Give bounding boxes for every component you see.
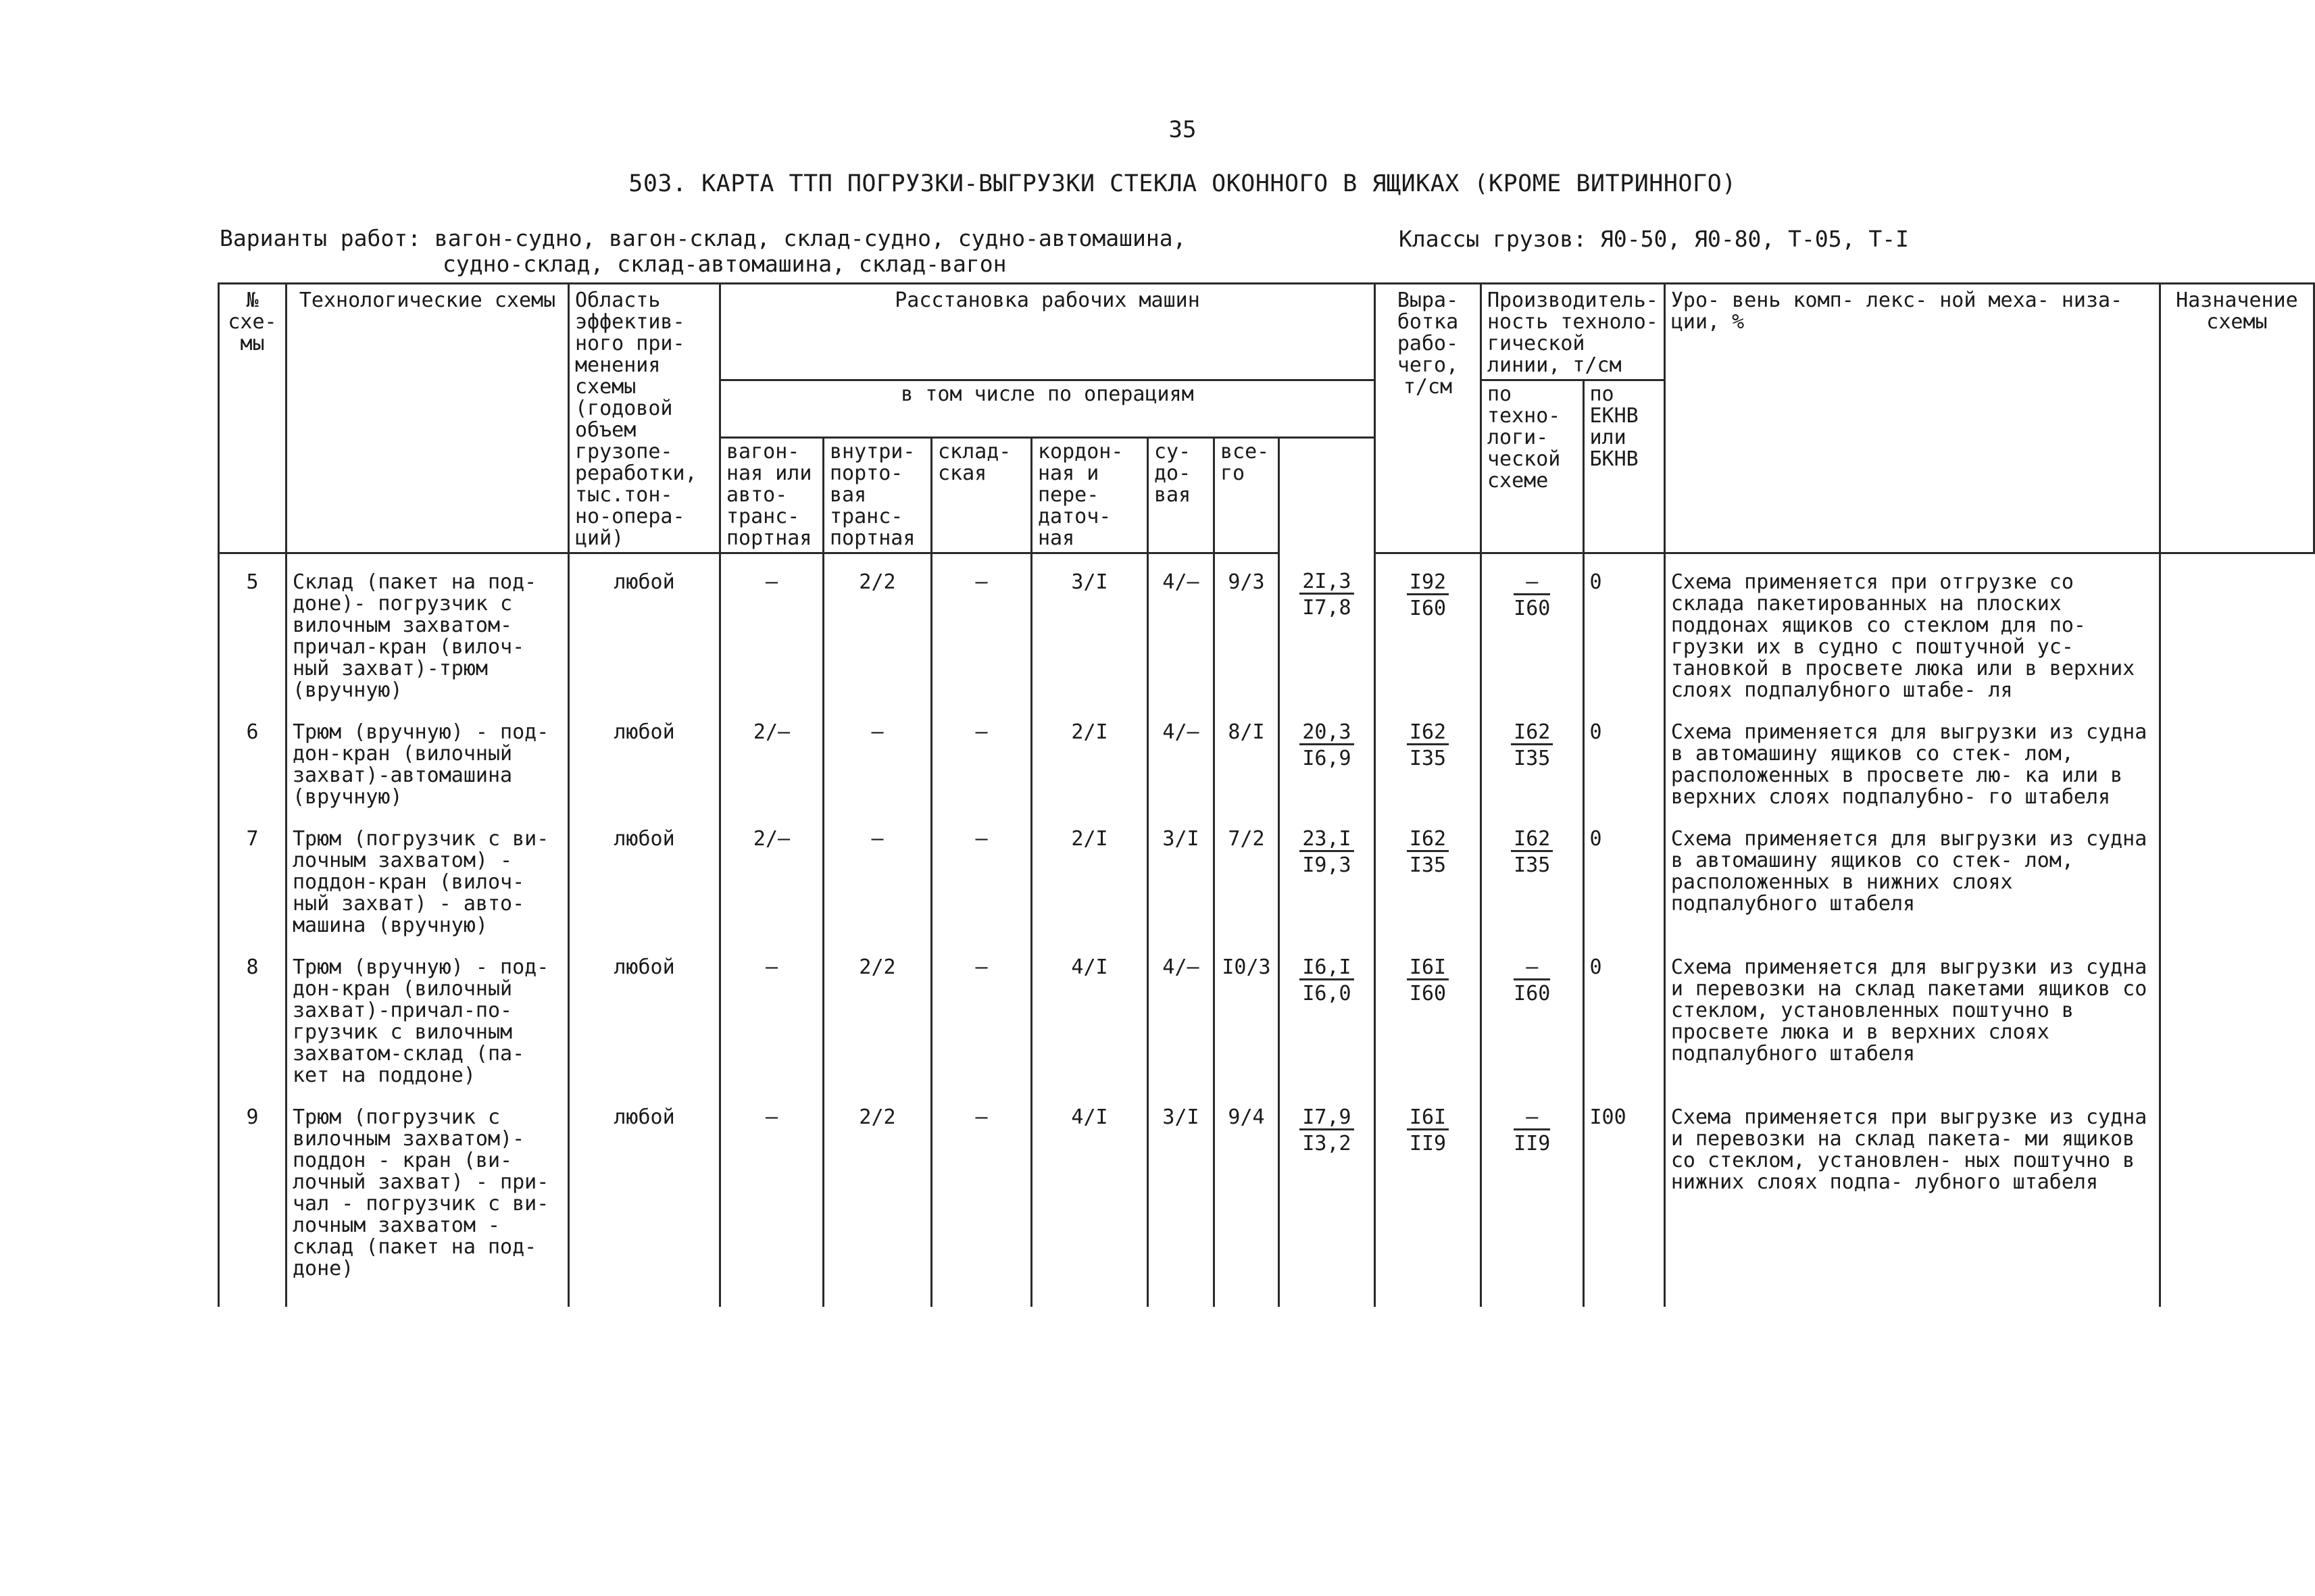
row-scheme: Трюм (погрузчик с вилочным захватом)- поддон - кран (ви- лочный захват) - при- чал - погрузчик с ви- лочным захватом - склад (пакет на под- доне) <box>287 1089 569 1307</box>
output-bottom: I3,2 <box>1302 1132 1351 1155</box>
row-area: любой <box>569 704 720 811</box>
row-purpose: Схема применяется для выгрузки из судна в автомашину ящиков со стек- лом, расположенных в просвете лю- ка или в верхних слоях подпалубно- го штабеля <box>1664 704 2160 811</box>
row-scheme: Трюм (погрузчик с ви- лочным захватом) - поддон-кран (вилоч- ный захват) - авто- машина (вручную) <box>287 811 569 939</box>
row-intraport: – <box>824 704 932 811</box>
prod-ekhnv-top: I62 <box>1511 722 1553 745</box>
header-by-operation: в том числе по операциям <box>720 380 1375 438</box>
row-ship: 4/– <box>1148 939 1214 1089</box>
row-scheme: Трюм (вручную) - под- дон-кран (вилочный захват)-автомашина (вручную) <box>287 704 569 811</box>
header-total: все- го <box>1214 438 1279 553</box>
prod-ekhnv-top: I62 <box>1511 828 1553 852</box>
row-scheme: Склад (пакет на под- доне)- погрузчик с вилочным захватом- причал-кран (вилоч- ный захват)-трюм (вручную) <box>287 553 569 705</box>
row-area: любой <box>569 811 720 939</box>
prod-ekhnv-top: – <box>1514 572 1550 595</box>
row-warehouse: – <box>932 704 1032 811</box>
header-output: Выра- ботка рабо- чего, т/см <box>1375 284 1481 553</box>
row-ship: 3/I <box>1148 1089 1214 1307</box>
variants-line-2: судно-склад, склад-автомашина, склад-вагон <box>443 251 1007 277</box>
row-prod-ekhnv <box>1481 553 1584 705</box>
header-by-scheme: по техно- логи- ческой схеме <box>1481 380 1584 553</box>
row-cordon: 3/I <box>1032 553 1148 705</box>
row-num: 7 <box>219 811 287 939</box>
page-number: 35 <box>1168 116 1197 143</box>
row-intraport: 2/2 <box>824 939 932 1089</box>
row-purpose: Схема применяется при выгрузке из судна и перевозки на склад пакета- ми ящиков со стеклом, установлен- ных поштучно в нижних слоях подпа- лубного штабеля <box>1664 1089 2160 1307</box>
prod-ekhnv-bottom: I35 <box>1514 747 1551 770</box>
output-bottom: I7,8 <box>1302 595 1351 620</box>
prod-scheme-top: I6I <box>1407 1107 1449 1130</box>
row-intraport: 2/2 <box>824 553 932 705</box>
page-title: 503. КАРТА ТТП ПОГРУЗКИ-ВЫГРУЗКИ СТЕКЛА ОКОННОГО В ЯЩИКАХ (КРОМЕ ВИТРИННОГО) <box>628 170 1737 197</box>
row-mechanization: I00 <box>1583 1089 1664 1307</box>
row-warehouse: – <box>932 1089 1032 1307</box>
row-output <box>1279 553 1375 705</box>
row-prod-ekhnv <box>1481 1089 1584 1307</box>
header-num: № схе- мы <box>219 284 287 553</box>
row-prod-ekhnv <box>1481 811 1584 939</box>
table-row <box>219 553 2314 705</box>
header-scheme: Технологические схемы <box>287 284 569 553</box>
row-wagon: 2/– <box>720 811 824 939</box>
row-intraport: – <box>824 811 932 939</box>
output-top: 23,I <box>1299 828 1353 852</box>
row-output <box>1279 1089 1375 1307</box>
header-warehouse: склад- ская <box>932 438 1032 553</box>
row-wagon: 2/– <box>720 704 824 811</box>
row-warehouse: – <box>932 939 1032 1089</box>
header-wagon: вагон- ная или авто- транс- портная <box>720 438 824 553</box>
row-num: 5 <box>219 553 287 705</box>
scheme-table <box>218 282 2315 1307</box>
row-warehouse: – <box>932 811 1032 939</box>
row-mechanization: 0 <box>1583 704 1664 811</box>
row-prod-scheme <box>1375 939 1481 1089</box>
row-output <box>1279 704 1375 811</box>
prod-scheme-bottom: I60 <box>1409 597 1447 620</box>
header-mechanization: Уро- вень комп- лекс- ной меха- низа- ции, % <box>1664 284 2160 553</box>
output-top: I7,9 <box>1299 1107 1353 1130</box>
output-top: 2I,3 <box>1299 571 1353 595</box>
row-mechanization: 0 <box>1583 811 1664 939</box>
row-total: 8/I <box>1214 704 1279 811</box>
prod-ekhnv-top: – <box>1514 957 1550 980</box>
row-ship: 3/I <box>1148 811 1214 939</box>
prod-ekhnv-bottom: I35 <box>1514 853 1551 877</box>
row-total: 9/4 <box>1214 1089 1279 1307</box>
row-prod-ekhnv <box>1481 704 1584 811</box>
row-warehouse: – <box>932 553 1032 705</box>
row-wagon: – <box>720 553 824 705</box>
prod-scheme-top: I62 <box>1407 722 1449 745</box>
row-ship: 4/– <box>1148 553 1214 705</box>
table-row <box>219 811 2314 939</box>
prod-scheme-top: I6I <box>1407 957 1449 980</box>
prod-scheme-bottom: I60 <box>1409 982 1447 1005</box>
row-cordon: 2/I <box>1032 811 1148 939</box>
cargo-classes: Классы грузов: Я0-50, Я0-80, Т-05, Т-I <box>1399 226 1909 252</box>
row-cordon: 2/I <box>1032 704 1148 811</box>
prod-scheme-bottom: I35 <box>1409 747 1447 770</box>
prod-scheme-bottom: II9 <box>1409 1132 1447 1155</box>
row-num: 9 <box>219 1089 287 1307</box>
prod-scheme-top: I92 <box>1407 572 1449 595</box>
work-variants <box>220 226 1186 277</box>
header-productivity: Производитель- ность техноло- гической линии, т/см <box>1481 284 1665 380</box>
row-area: любой <box>569 553 720 705</box>
prod-ekhnv-bottom: I60 <box>1514 597 1551 620</box>
row-wagon: – <box>720 1089 824 1307</box>
row-purpose: Схема применяется для выгрузки из судна и перевозки на склад пакетами ящиков со стеклом, установленных поштучно в просвете люка и в верхних слоях подпалубного штабеля <box>1664 939 2160 1089</box>
table-row <box>219 1089 2314 1307</box>
output-top: I6,I <box>1299 957 1353 980</box>
row-purpose: Схема применяется для выгрузки из судна в автомашину ящиков со стек- лом, расположенных в нижних слоях подпалубного штабеля <box>1664 811 2160 939</box>
prod-ekhnv-bottom: II9 <box>1514 1132 1551 1155</box>
prod-ekhnv-bottom: I60 <box>1514 982 1551 1005</box>
header-cordon: кордон- ная и пере- даточ- ная <box>1032 438 1148 553</box>
row-mechanization: 0 <box>1583 939 1664 1089</box>
row-total: 7/2 <box>1214 811 1279 939</box>
row-prod-ekhnv <box>1481 939 1584 1089</box>
row-purpose: Схема применяется при отгрузке со склада пакетированных на плоских поддонах ящиков со стеклом для по- грузки их в судно с поштучной ус- тановкой в просвете люка или в верхних слоях подпалубного штабе- ля <box>1664 553 2160 705</box>
row-cordon: 4/I <box>1032 1089 1148 1307</box>
output-bottom: I6,0 <box>1302 982 1351 1005</box>
prod-scheme-bottom: I35 <box>1409 853 1447 877</box>
header-purpose: Назначение схемы <box>2160 284 2314 553</box>
prod-scheme-top: I62 <box>1407 828 1449 852</box>
header-placement: Расстановка рабочих машин <box>720 284 1375 380</box>
header-by-ekhnv: по ЕКНВ или БКНВ <box>1583 380 1664 553</box>
row-area: любой <box>569 939 720 1089</box>
row-intraport: 2/2 <box>824 1089 932 1307</box>
row-prod-scheme <box>1375 811 1481 939</box>
variants-line-1: вагон-судно, вагон-склад, склад-судно, судно-автомашина, <box>434 225 1187 251</box>
header-area: Область эффектив- ного при- менения схемы (годовой объем грузопе- реработки, тыс.тон- но-опера- ций) <box>569 284 720 553</box>
row-output <box>1279 811 1375 939</box>
row-prod-scheme <box>1375 704 1481 811</box>
header-intraport: внутри- порто- вая транс- портная <box>824 438 932 553</box>
output-bottom: I6,9 <box>1302 747 1351 770</box>
table-row <box>219 704 2314 811</box>
row-ship: 4/– <box>1148 704 1214 811</box>
table-row <box>219 939 2314 1089</box>
row-scheme: Трюм (вручную) - под- дон-кран (вилочный захват)-причал-по- грузчик с вилочным захватом-склад (па- кет на поддоне) <box>287 939 569 1089</box>
row-num: 6 <box>219 704 287 811</box>
output-bottom: I9,3 <box>1302 853 1351 877</box>
header-ship: су- до- вая <box>1148 438 1214 553</box>
row-total: I0/3 <box>1214 939 1279 1089</box>
variants-label: Варианты работ: <box>220 225 422 251</box>
row-wagon: – <box>720 939 824 1089</box>
row-prod-scheme <box>1375 1089 1481 1307</box>
row-total: 9/3 <box>1214 553 1279 705</box>
row-mechanization: 0 <box>1583 553 1664 705</box>
row-area: любой <box>569 1089 720 1307</box>
row-output <box>1279 939 1375 1089</box>
row-cordon: 4/I <box>1032 939 1148 1089</box>
row-num: 8 <box>219 939 287 1089</box>
output-top: 20,3 <box>1299 722 1353 745</box>
prod-ekhnv-top: – <box>1514 1107 1550 1130</box>
row-prod-scheme <box>1375 553 1481 705</box>
